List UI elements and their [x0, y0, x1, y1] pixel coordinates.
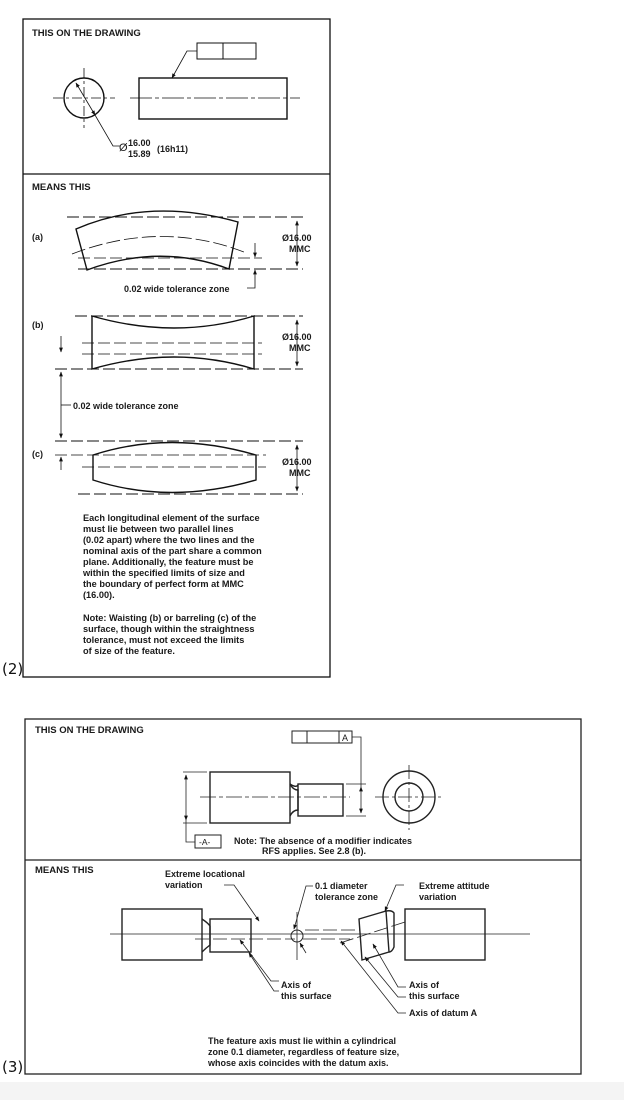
svg-text:(0.02 apart) where the two lin: (0.02 apart) where the two lines and the	[83, 535, 255, 545]
case-a-label: (a)	[32, 232, 43, 242]
note-line-1: Note: The absence of a modifier indicates	[234, 836, 413, 846]
callout-datum-axis: Axis of datum A	[409, 1008, 478, 1018]
callout-zone: 0.1 diameter	[315, 881, 368, 891]
callout-locational: Extreme locational	[165, 869, 246, 879]
callout-zone-2: tolerance zone	[315, 892, 379, 902]
callout-axis-right-2: this surface	[409, 991, 460, 1001]
svg-text:(16.00).: (16.00).	[83, 590, 115, 600]
svg-text:the boundary of perfect form a: the boundary of perfect form at MMC	[83, 579, 244, 589]
dimension-upper: 16.00	[128, 138, 151, 148]
case-a-dim: Ø16.00	[282, 233, 312, 243]
svg-text:The feature axis must lie with: The feature axis must lie within a cylindrical	[208, 1036, 397, 1046]
case-b-diagram	[55, 316, 303, 438]
callout-attitude-2: variation	[419, 892, 457, 902]
dimension-symbol: Ø	[119, 142, 128, 154]
case-a-zone: 0.02 wide tolerance zone	[124, 284, 230, 294]
figure-3-means-header: MEANS THIS	[35, 865, 94, 876]
figure-2-explanation	[82, 513, 262, 600]
figure-3-drawing-header: THIS ON THE DRAWING	[35, 725, 144, 736]
figure-2-note	[83, 613, 256, 656]
callout-axis-left: Axis of	[281, 980, 312, 990]
figure-2-drawing-header: THIS ON THE DRAWING	[32, 28, 141, 39]
callout-attitude: Extreme attitude	[419, 881, 490, 891]
figure-3	[25, 719, 581, 1074]
svg-text:zone 0.1 diameter, regardless: zone 0.1 diameter, regardless of feature size,	[208, 1047, 400, 1057]
case-b-dim: Ø16.00	[282, 332, 312, 342]
case-b-zone: 0.02 wide tolerance zone	[73, 401, 179, 411]
svg-text:whose axis coincides with the: whose axis coincides with the datum axis.	[208, 1058, 389, 1068]
figure-2-number: (2)	[2, 660, 24, 678]
case-c-diagram	[55, 441, 303, 494]
svg-text:plane. Additionally, the feat: plane. Additionally, the feature must be	[83, 557, 254, 567]
svg-text:of size of the feature.: of size of the feature.	[83, 646, 175, 656]
svg-text:tolerance, must not exceed the: tolerance, must not exceed the limits	[83, 635, 245, 645]
case-a-diagram	[67, 211, 303, 288]
figure-3-explanation	[207, 1036, 399, 1068]
figure-2-means-header: MEANS THIS	[32, 182, 91, 193]
svg-text:surface, though within the str: surface, though within the straightness	[83, 624, 255, 634]
case-b-mmc: MMC	[289, 343, 311, 353]
datum-label: -A-	[199, 837, 211, 847]
case-c-label: (c)	[32, 449, 43, 459]
dimension-lower: 15.89	[128, 149, 151, 159]
case-c-mmc: MMC	[289, 468, 311, 478]
svg-text:Note: Waisting (b) or barrelin: Note: Waisting (b) or barreling (c) of the	[83, 613, 257, 623]
svg-text:nominal axis of the part share: nominal axis of the part share a common	[83, 546, 262, 556]
svg-text:within the specified limits of: within the specified limits of size and	[83, 568, 245, 578]
callout-locational-2: variation	[165, 880, 203, 890]
callout-axis-right: Axis of	[409, 980, 440, 990]
note-line-2: RFS applies. See 2.8 (b).	[262, 846, 367, 856]
case-c-dim: Ø16.00	[282, 457, 312, 467]
svg-text:Each longitudinal element of t: Each longitudinal element of the surface	[83, 513, 260, 523]
end-view-circle	[53, 68, 120, 146]
dimension-fit: (16h11)	[157, 144, 189, 154]
feature-frame-datum: A	[342, 733, 349, 743]
figure-3-number: (3)	[2, 1058, 24, 1076]
side-view-cylinder	[130, 43, 300, 119]
case-b-label: (b)	[32, 320, 44, 330]
callout-axis-left-2: this surface	[281, 991, 332, 1001]
case-a-mmc: MMC	[289, 244, 311, 254]
svg-text:must lie between two parallel: must lie between two parallel lines	[83, 524, 234, 534]
stepped-shaft-drawing	[183, 731, 444, 848]
